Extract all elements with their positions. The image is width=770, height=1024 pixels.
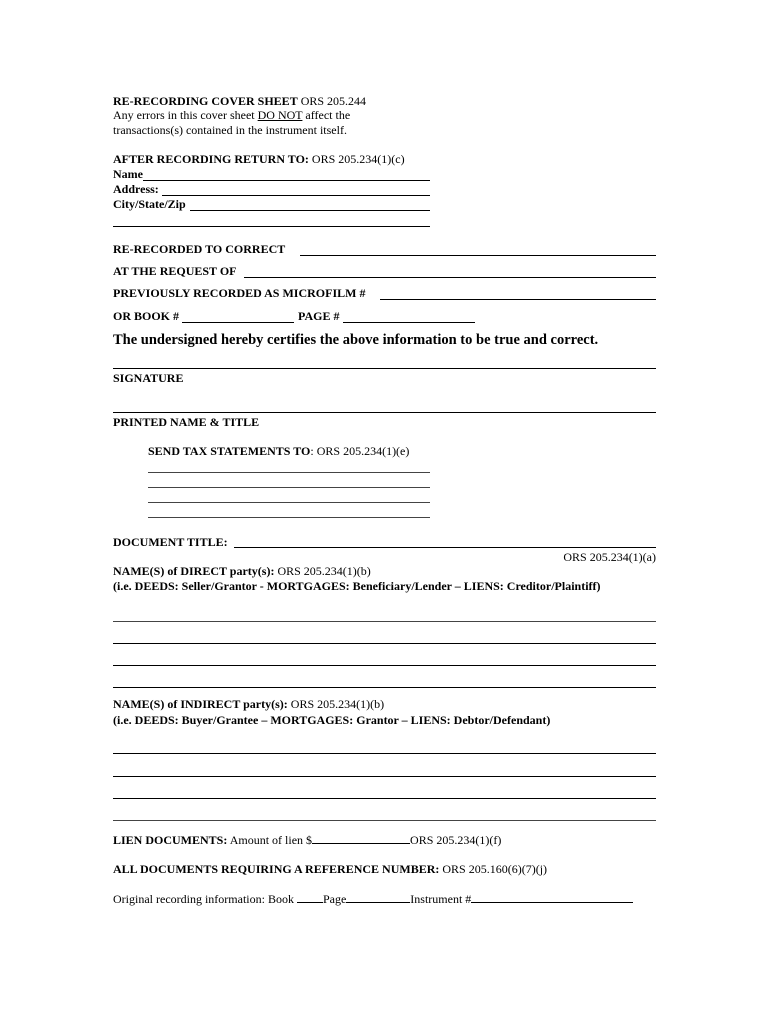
original-page-label: Page (322, 892, 347, 906)
book-field[interactable] (182, 322, 294, 323)
direct-party-line-3[interactable] (113, 665, 656, 666)
printed-name-field[interactable] (113, 412, 656, 413)
direct-party-example: (i.e. DEEDS: Seller/Grantor - MORTGAGES: Beneficiary/Lender – LIENS: Creditor/Plaintiff) (113, 579, 601, 593)
direct-party-line-4[interactable] (113, 687, 656, 688)
document-title-label: DOCUMENT TITLE: (113, 535, 228, 549)
page-field[interactable] (343, 322, 475, 323)
lien-amount-label: Amount of lien $ (227, 833, 313, 847)
document-title-field[interactable] (234, 547, 656, 548)
lien-documents-line (113, 832, 501, 847)
indirect-party-line-2[interactable] (113, 776, 656, 777)
tax-ors: : ORS 205.234(1)(e) (310, 444, 410, 458)
tax-label: SEND TAX STATEMENTS TO (148, 444, 311, 458)
notice-pre: Any errors in this cover sheet (113, 108, 258, 122)
indirect-party-line-1[interactable] (113, 753, 656, 754)
printed-name-label: PRINTED NAME & TITLE (113, 415, 260, 429)
certification-statement: The undersigned hereby certifies the above information to be true and correct. (113, 332, 599, 348)
rerecorded-correct-field[interactable] (300, 255, 656, 256)
original-instrument-field[interactable] (471, 891, 633, 903)
page-label: PAGE # (298, 309, 340, 323)
direct-party-line-2[interactable] (113, 643, 656, 644)
original-recording-line (113, 891, 633, 906)
indirect-party-line-4[interactable] (113, 820, 656, 821)
direct-party-line-1[interactable] (113, 621, 656, 622)
original-page-field[interactable] (346, 891, 410, 903)
request-of-label: AT THE REQUEST OF (113, 264, 237, 278)
tax-line-1[interactable] (148, 472, 430, 473)
tax-line-2[interactable] (148, 487, 430, 488)
request-of-field[interactable] (244, 277, 656, 278)
tax-line-3[interactable] (148, 502, 430, 503)
sheet-title (113, 94, 366, 108)
reference-ors: ORS 205.160(6)(7)(j) (439, 862, 548, 876)
errors-notice-line (113, 108, 350, 122)
indirect-party-example: (i.e. DEEDS: Buyer/Grantee – MORTGAGES: Grantor – LIENS: Debtor/Defendant) (113, 713, 551, 727)
title-ors: ORS 205.244 (297, 94, 367, 108)
lien-label: LIEN DOCUMENTS: (113, 833, 228, 847)
indirect-party-line-3[interactable] (113, 798, 656, 799)
indirect-party-heading (113, 697, 384, 711)
book-label: OR BOOK # (113, 309, 180, 323)
direct-ors: ORS 205.234(1)(b) (274, 564, 371, 578)
microfilm-field[interactable] (380, 299, 656, 300)
document-title-ors: ORS 205.234(1)(a) (563, 550, 656, 564)
tax-statements-heading (148, 444, 409, 458)
do-not-emphasis: DO NOT (257, 108, 303, 122)
signature-field[interactable] (113, 368, 656, 369)
original-instrument-label: Instrument # (410, 892, 472, 906)
direct-party-heading (113, 564, 371, 578)
microfilm-label: PREVIOUSLY RECORDED AS MICROFILM # (113, 286, 366, 300)
title-text: RE-RECORDING COVER SHEET (113, 94, 298, 108)
original-book-field[interactable] (297, 891, 323, 903)
notice-post: affect the (302, 108, 351, 122)
direct-label: NAME(S) of DIRECT party(s): (113, 564, 275, 578)
city-state-zip-field[interactable] (190, 210, 430, 211)
return-to-heading (113, 152, 405, 166)
indirect-ors: ORS 205.234(1)(b) (287, 697, 385, 711)
lien-amount-field[interactable] (312, 832, 410, 844)
errors-notice-line-2: transactions(s) contained in the instrument itself. (113, 123, 347, 137)
name-field[interactable] (143, 180, 430, 181)
reference-number-line (113, 862, 547, 876)
rerecorded-correct-label: RE-RECORDED TO CORRECT (113, 242, 286, 256)
reference-label: ALL DOCUMENTS REQUIRING A REFERENCE NUMBER: (113, 862, 440, 876)
return-to-label: AFTER RECORDING RETURN TO: (113, 152, 309, 166)
original-book-label: Original recording information: Book (113, 892, 297, 906)
signature-label: SIGNATURE (113, 371, 184, 385)
address-field[interactable] (162, 195, 430, 196)
indirect-label: NAME(S) of INDIRECT party(s): (113, 697, 288, 711)
city-state-zip-label: City/State/Zip (113, 197, 186, 211)
lien-ors: ORS 205.234(1)(f) (410, 833, 502, 847)
address-label: Address: (113, 182, 159, 196)
name-label: Name (113, 167, 143, 181)
return-to-ors: ORS 205.234(1)(c) (308, 152, 405, 166)
address-extra-field[interactable] (113, 226, 430, 227)
tax-line-4[interactable] (148, 517, 430, 518)
